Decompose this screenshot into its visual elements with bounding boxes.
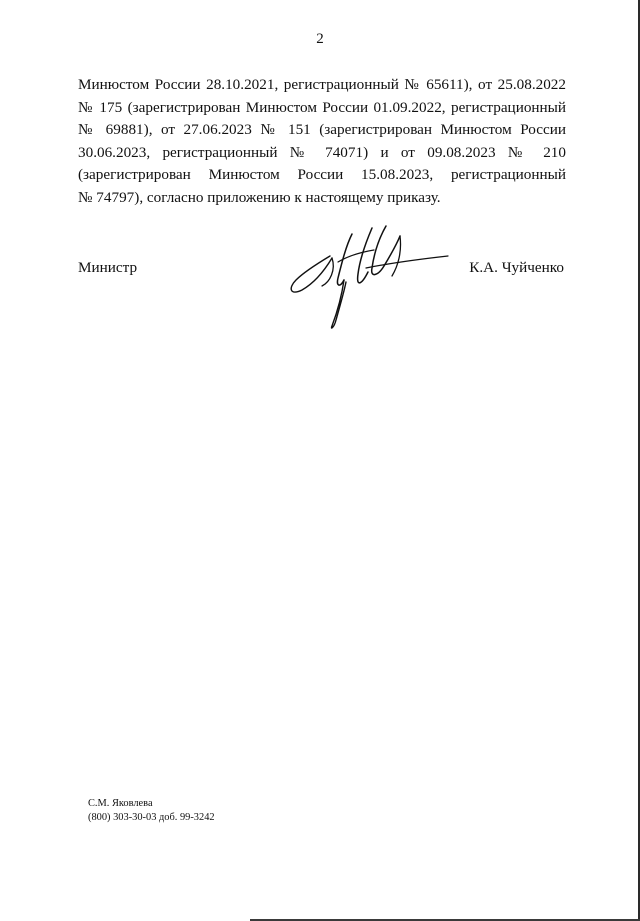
body-line: Минюстом России 28.10.2021, регистрационный № 65611), от 25.08.2022 (78, 76, 566, 93)
body-line: 30.06.2023, регистрационный № 74071) и от 09.08.2023 № 210 (78, 143, 566, 161)
page-number: 2 (316, 31, 324, 47)
body-line: № 175 (зарегистрирован Минюстом России 01.09.2022, регистрационный (78, 98, 566, 116)
body-line: № 74797), согласно приложению к настоящему приказу. (78, 188, 441, 206)
executor-phone: (800) 303-30-03 доб. 99-3242 (88, 811, 215, 823)
executor-name: С.М. Яковлева (88, 798, 153, 809)
handwritten-signature (282, 222, 452, 334)
signatory-position: Министр (78, 259, 138, 276)
executor-block (88, 797, 215, 824)
body-line: № 69881), от 27.06.2023 № 151 (зарегистрирован Минюстом России (78, 121, 566, 139)
signatory-name: К.А. Чуйченко (469, 259, 564, 276)
body-paragraph (78, 74, 566, 210)
body-line: (зарегистрирован Минюстом России 15.08.2023, регистрационный (78, 166, 566, 184)
